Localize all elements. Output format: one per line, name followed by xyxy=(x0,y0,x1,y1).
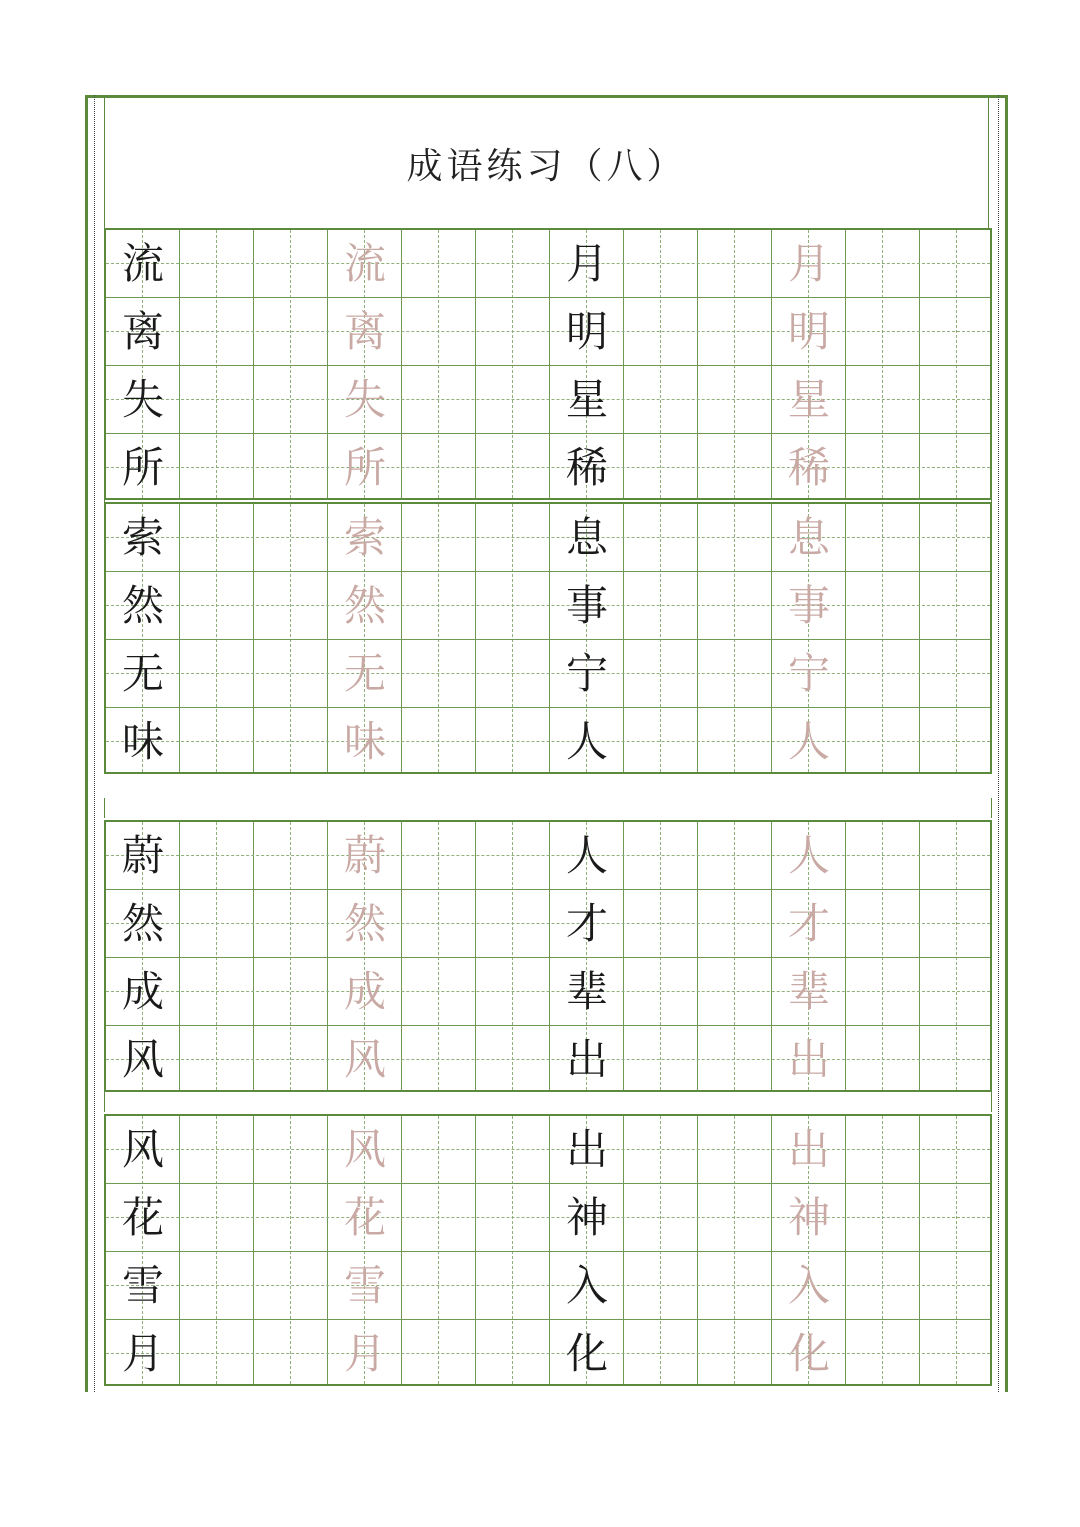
grid-guide-line xyxy=(106,741,990,742)
model-character: 成 xyxy=(121,967,164,1016)
right-margin-line xyxy=(998,95,999,1392)
trace-character: 神 xyxy=(787,1193,830,1242)
grid-guide-line xyxy=(512,1116,513,1384)
grid-row-line xyxy=(106,957,990,958)
grid-guide-line xyxy=(734,822,735,1090)
grid-row-line xyxy=(106,297,990,298)
trace-character: 花 xyxy=(343,1193,386,1242)
grid-column-line xyxy=(919,230,920,498)
grid-guide-line xyxy=(512,822,513,1090)
grid-guide-line xyxy=(216,822,217,1090)
trace-character: 无 xyxy=(343,649,386,698)
model-character: 人 xyxy=(565,831,608,880)
grid-row-line xyxy=(106,1183,990,1184)
grid-row-line xyxy=(106,889,990,890)
grid-guide-line xyxy=(290,1116,291,1384)
trace-character: 然 xyxy=(343,581,386,630)
grid-row-line xyxy=(106,365,990,366)
model-character: 出 xyxy=(565,1125,608,1174)
model-character: 出 xyxy=(565,1035,608,1084)
grid-guide-line xyxy=(734,230,735,498)
grid-guide-line xyxy=(438,822,439,1090)
grid-row-line xyxy=(106,571,990,572)
trace-character: 稀 xyxy=(787,443,830,492)
grid-guide-line xyxy=(438,230,439,498)
trace-character: 月 xyxy=(343,1329,386,1378)
grid-guide-line xyxy=(660,1116,661,1384)
grid-guide-line xyxy=(660,230,661,498)
trace-character: 所 xyxy=(343,443,386,492)
grid-guide-line xyxy=(956,230,957,498)
title-box xyxy=(104,98,989,228)
grid-column-line xyxy=(697,822,698,1090)
trace-character: 月 xyxy=(787,239,830,288)
model-character: 离 xyxy=(121,307,164,356)
trace-character: 星 xyxy=(787,375,830,424)
grid-row-line xyxy=(106,1319,990,1320)
trace-character: 辈 xyxy=(787,967,830,1016)
block-gap xyxy=(104,1092,992,1112)
page-title: 成语练习（八） xyxy=(406,146,687,187)
practice-sheet xyxy=(85,95,1008,1392)
trace-character: 然 xyxy=(343,899,386,948)
grid-guide-line xyxy=(882,822,883,1090)
model-character: 稀 xyxy=(565,443,608,492)
idiom-block-4 xyxy=(104,1114,992,1386)
trace-character: 流 xyxy=(343,239,386,288)
grid-column-line xyxy=(253,504,254,772)
grid-column-line xyxy=(919,504,920,772)
grid-row-line xyxy=(106,433,990,434)
model-character: 流 xyxy=(121,239,164,288)
model-character: 明 xyxy=(565,307,608,356)
grid-guide-line xyxy=(734,504,735,772)
grid-guide-line xyxy=(106,673,990,674)
trace-character: 失 xyxy=(343,375,386,424)
grid-row-line xyxy=(106,1251,990,1252)
grid-guide-line xyxy=(660,822,661,1090)
grid-column-line xyxy=(475,230,476,498)
model-character: 所 xyxy=(121,443,164,492)
model-character: 风 xyxy=(121,1125,164,1174)
trace-character: 味 xyxy=(343,717,386,766)
grid-column-line xyxy=(919,1116,920,1384)
grid-column-line xyxy=(475,504,476,772)
model-character: 人 xyxy=(565,717,608,766)
model-character: 宁 xyxy=(565,649,608,698)
grid-guide-line xyxy=(106,399,990,400)
trace-character: 宁 xyxy=(787,649,830,698)
grid-guide-line xyxy=(956,504,957,772)
trace-character: 风 xyxy=(343,1125,386,1174)
grid-guide-line xyxy=(956,1116,957,1384)
grid-guide-line xyxy=(106,1217,990,1218)
grid-guide-line xyxy=(106,1059,990,1060)
block-gap xyxy=(104,798,992,818)
model-character: 息 xyxy=(565,513,608,562)
trace-character: 雪 xyxy=(343,1261,386,1310)
grid-guide-line xyxy=(106,537,990,538)
trace-character: 人 xyxy=(787,717,830,766)
model-character: 神 xyxy=(565,1193,608,1242)
grid-guide-line xyxy=(106,1353,990,1354)
idiom-block-1 xyxy=(104,228,992,500)
grid-guide-line xyxy=(216,230,217,498)
model-character: 星 xyxy=(565,375,608,424)
grid-guide-line xyxy=(512,504,513,772)
trace-character: 成 xyxy=(343,967,386,1016)
trace-character: 明 xyxy=(787,307,830,356)
model-character: 雪 xyxy=(121,1261,164,1310)
grid-row-line xyxy=(106,707,990,708)
model-character: 风 xyxy=(121,1035,164,1084)
trace-character: 离 xyxy=(343,307,386,356)
grid-guide-line xyxy=(734,1116,735,1384)
model-character: 花 xyxy=(121,1193,164,1242)
grid-column-line xyxy=(697,230,698,498)
trace-character: 人 xyxy=(787,831,830,880)
grid-column-line xyxy=(475,822,476,1090)
model-character: 月 xyxy=(121,1329,164,1378)
model-character: 化 xyxy=(565,1329,608,1378)
trace-character: 事 xyxy=(787,581,830,630)
grid-column-line xyxy=(697,1116,698,1384)
trace-character: 入 xyxy=(787,1261,830,1310)
left-margin-line xyxy=(94,95,95,1392)
trace-character: 蔚 xyxy=(343,831,386,880)
model-character: 索 xyxy=(121,513,164,562)
grid-guide-line xyxy=(106,467,990,468)
grid-column-line xyxy=(475,1116,476,1384)
trace-character: 息 xyxy=(787,513,830,562)
grid-guide-line xyxy=(882,504,883,772)
grid-guide-line xyxy=(438,504,439,772)
grid-guide-line xyxy=(106,331,990,332)
model-character: 失 xyxy=(121,375,164,424)
grid-column-line xyxy=(253,230,254,498)
grid-guide-line xyxy=(290,504,291,772)
grid-guide-line xyxy=(106,1149,990,1150)
model-character: 无 xyxy=(121,649,164,698)
grid-guide-line xyxy=(106,263,990,264)
grid-guide-line xyxy=(106,991,990,992)
grid-guide-line xyxy=(216,504,217,772)
grid-guide-line xyxy=(882,1116,883,1384)
idiom-block-2 xyxy=(104,502,992,774)
trace-character: 出 xyxy=(787,1035,830,1084)
model-character: 才 xyxy=(565,899,608,948)
grid-guide-line xyxy=(106,855,990,856)
model-character: 味 xyxy=(121,717,164,766)
grid-guide-line xyxy=(438,1116,439,1384)
grid-column-line xyxy=(253,822,254,1090)
grid-row-line xyxy=(106,639,990,640)
grid-guide-line xyxy=(290,230,291,498)
model-character: 辈 xyxy=(565,967,608,1016)
trace-character: 风 xyxy=(343,1035,386,1084)
grid-column-line xyxy=(253,1116,254,1384)
idiom-block-3 xyxy=(104,820,992,1092)
model-character: 然 xyxy=(121,581,164,630)
grid-guide-line xyxy=(106,923,990,924)
model-character: 然 xyxy=(121,899,164,948)
grid-guide-line xyxy=(290,822,291,1090)
grid-guide-line xyxy=(512,230,513,498)
grid-guide-line xyxy=(956,822,957,1090)
grid-column-line xyxy=(919,822,920,1090)
grid-row-line xyxy=(106,1025,990,1026)
grid-guide-line xyxy=(216,1116,217,1384)
trace-character: 才 xyxy=(787,899,830,948)
grid-column-line xyxy=(697,504,698,772)
grid-guide-line xyxy=(106,1285,990,1286)
model-character: 事 xyxy=(565,581,608,630)
trace-character: 出 xyxy=(787,1125,830,1174)
grid-guide-line xyxy=(106,605,990,606)
grid-guide-line xyxy=(882,230,883,498)
grid-guide-line xyxy=(660,504,661,772)
trace-character: 化 xyxy=(787,1329,830,1378)
model-character: 月 xyxy=(565,239,608,288)
trace-character: 索 xyxy=(343,513,386,562)
model-character: 入 xyxy=(565,1261,608,1310)
model-character: 蔚 xyxy=(121,831,164,880)
